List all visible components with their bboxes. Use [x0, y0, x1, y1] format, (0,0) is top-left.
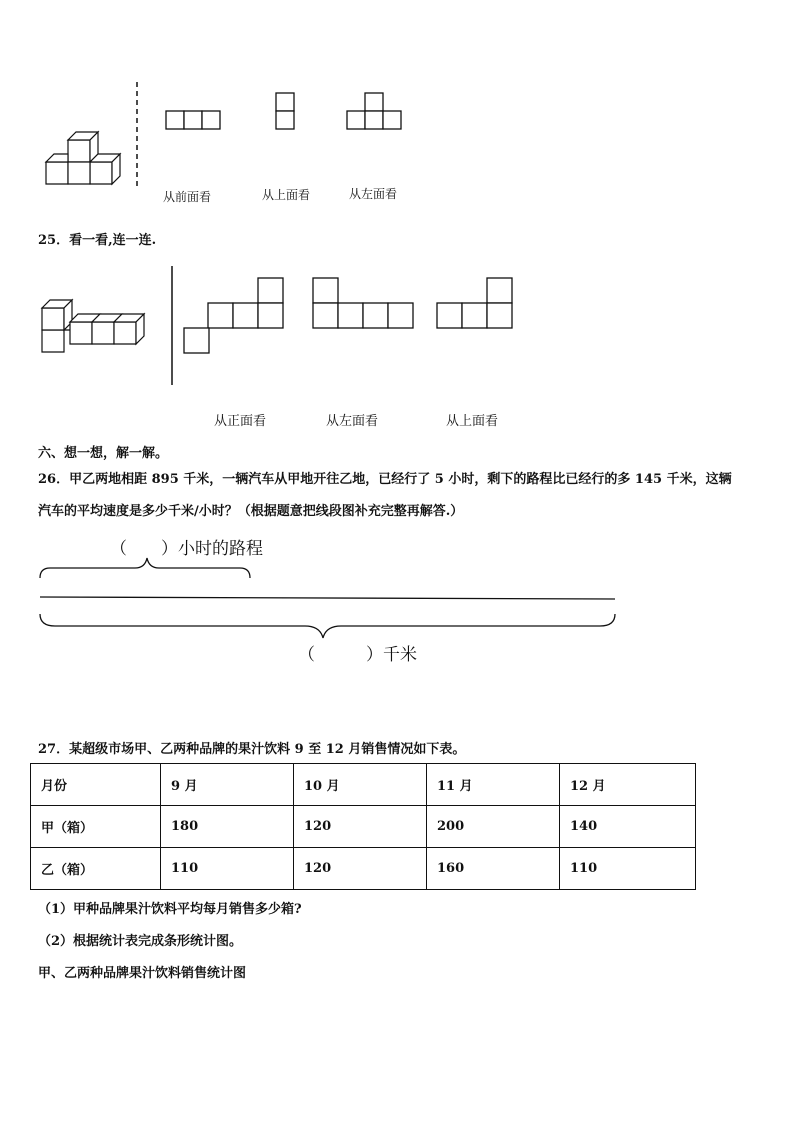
q24-label-front: 从前面看 — [163, 190, 212, 204]
q27-sub1: （1）甲种品牌果汁饮料平均每月销售多少箱? — [38, 902, 302, 917]
q27-sub2: （2）根据统计表完成条形统计图。 — [38, 934, 243, 949]
table-header-row — [31, 764, 696, 806]
q25-label-top: 从上面看 — [446, 414, 499, 429]
table-cell: 110 — [560, 848, 696, 890]
q27-chart-title: 甲、乙两种品牌果汁饮料销售统计图 — [38, 966, 247, 981]
table-cell: 140 — [560, 806, 696, 848]
table-cell: 200 — [427, 806, 560, 848]
q24-cube-stack — [46, 132, 120, 184]
q26-segment — [40, 597, 615, 599]
q25-option-c — [437, 278, 512, 328]
q26-bottom-label: （ ）千米 — [298, 645, 417, 665]
table-header-cell: 10 月 — [294, 764, 427, 806]
q26-text-line2: 汽车的平均速度是多少千米/小时？（根据题意把线段图补充完整再解答.） — [38, 504, 464, 519]
q24-label-top: 从上面看 — [262, 188, 311, 202]
table-row — [31, 806, 696, 848]
table-header-cell: 11 月 — [427, 764, 560, 806]
table-cell: 乙（箱） — [31, 848, 161, 890]
q24-label-left: 从左面看 — [349, 187, 398, 201]
q24-view-top — [276, 93, 294, 129]
q26-bottom-brace — [40, 614, 615, 638]
q24-view-front — [166, 111, 220, 129]
q25-option-b — [313, 278, 413, 328]
q25-label-left: 从左面看 — [326, 414, 379, 429]
q24-figure — [0, 70, 430, 190]
table-header-cell: 12 月 — [560, 764, 696, 806]
table-cell: 甲（箱） — [31, 806, 161, 848]
q25-label-front: 从正面看 — [214, 414, 267, 429]
q26-top-label: （ ）小时的路程 — [110, 539, 263, 559]
q27-title: 27．某超级市场甲、乙两种品牌的果汁饮料 9 至 12 月销售情况如下表。 — [38, 742, 466, 757]
q25-title: 25．看一看,连一连. — [38, 233, 157, 248]
q27-sales-table — [30, 763, 696, 890]
q26-top-brace — [40, 558, 250, 578]
q26-text-line1: 26．甲乙两地相距 895 千米，一辆汽车从甲地开往乙地，已经行了 5 小时，剩下的路程比已经行的多 145 千米，这辆 — [38, 472, 732, 487]
table-cell: 120 — [294, 806, 427, 848]
section6-title: 六、想一想，解一解。 — [38, 446, 169, 461]
table-row — [31, 848, 696, 890]
table-cell: 180 — [161, 806, 294, 848]
q24-view-left — [347, 93, 401, 129]
q25-figure — [0, 260, 540, 390]
table-header-cell: 9 月 — [161, 764, 294, 806]
table-cell: 120 — [294, 848, 427, 890]
table-header-cell: 月份 — [31, 764, 161, 806]
q25-option-a — [184, 278, 283, 353]
table-cell: 110 — [161, 848, 294, 890]
q25-cube-stack — [42, 300, 144, 352]
table-cell: 160 — [427, 848, 560, 890]
q26-line-diagram — [0, 555, 640, 645]
